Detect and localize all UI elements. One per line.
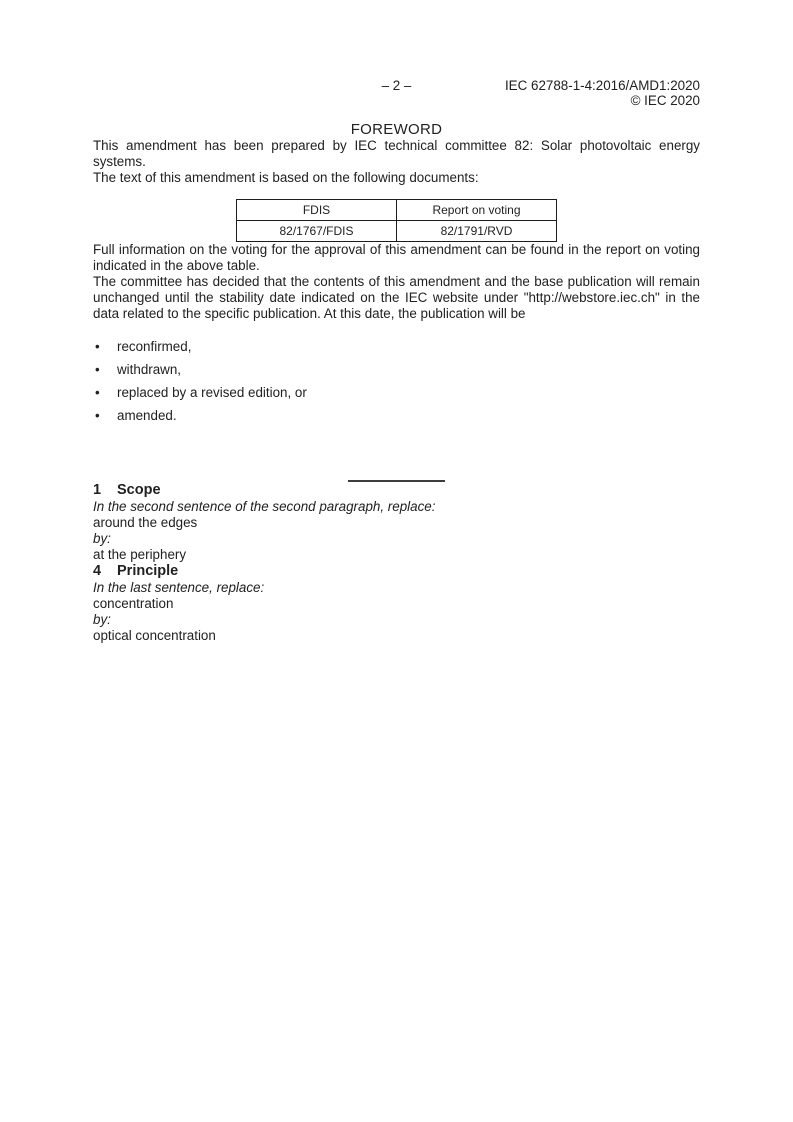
page-header [93,78,700,108]
original-text: around the edges [93,515,198,530]
list-item-withdrawn: • withdrawn, [93,362,700,378]
voting-table-data-row [237,221,557,242]
voting-table-cell-report: 82/1791/RVD [397,221,557,242]
voting-table-header-row [237,200,557,221]
by-label: by: [93,531,111,546]
section-heading-scope [93,482,700,499]
section-number: 1 [93,482,102,498]
by-label: by: [93,612,111,627]
list-item-reconfirmed: • reconfirmed, [93,339,700,355]
section-scope [93,482,700,563]
publication-status-list [93,339,700,424]
amendment-instruction: In the last sentence, replace: [93,580,265,595]
copyright-notice: © IEC 2020 [630,93,700,108]
section-title: Scope [117,482,161,498]
document-reference: IEC 62788-1-4:2016/AMD1:2020 [504,78,700,93]
voting-table-header-fdis: FDIS [237,200,397,221]
page-number: – 2 – [381,78,412,93]
foreword-title: FOREWORD [350,121,443,138]
amendment-instruction: In the second sentence of the second paragraph, replace: [93,499,436,514]
paragraph-stability: The committee has decided that the contents of this amendment and the base publication will remain unchanged until the stability date indicated on the IEC website under "http://webstore.iec.ch" in the data related to the specific publication. At this date, the publication will be [93,274,700,321]
list-item-amended: • amended. [93,408,700,424]
paragraph-committee: This amendment has been prepared by IEC technical committee 82: Solar photovoltaic energy systems. [93,138,700,169]
section-heading-principle [93,563,700,580]
header-right-block [505,78,700,108]
replacement-text: optical concentration [93,628,216,643]
section-title: Principle [117,563,179,579]
voting-table-cell-fdis: 82/1767/FDIS [237,221,397,242]
list-item-replaced: • replaced by a revised edition, or [93,385,700,401]
original-text: concentration [93,596,174,611]
voting-table [236,199,557,242]
voting-table-header-report: Report on voting [397,200,557,221]
replacement-text: at the periphery [93,547,187,562]
paragraph-voting-info: Full information on the voting for the approval of this amendment can be found in the report on voting indicated in the above table. [93,242,700,273]
paragraph-documents-intro: The text of this amendment is based on the following documents: [93,170,479,185]
section-number: 4 [93,563,102,579]
section-principle [93,563,700,644]
